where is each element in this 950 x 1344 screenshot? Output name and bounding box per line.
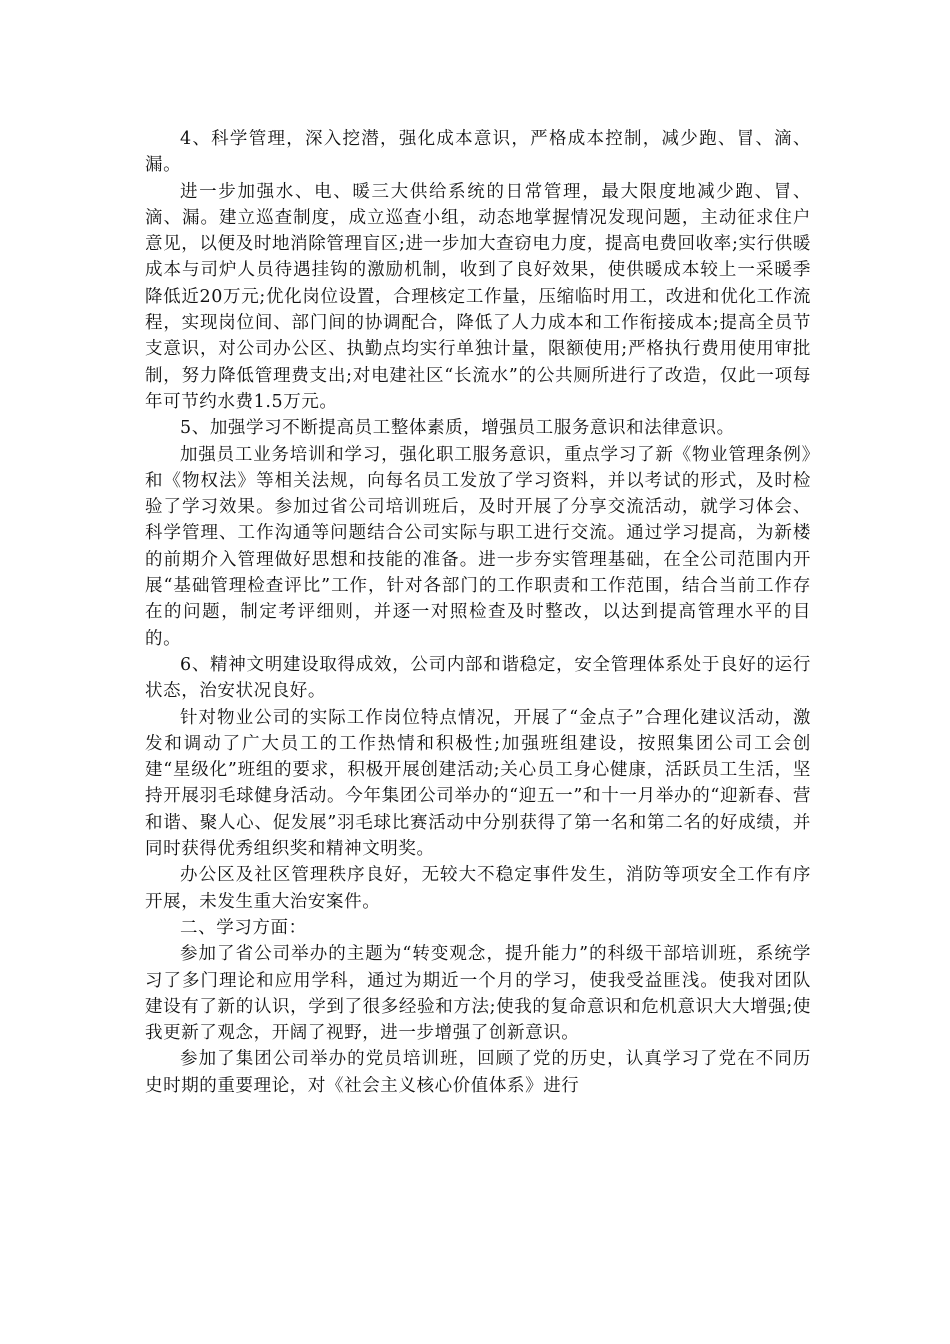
paragraph-section-4-heading: 4、科学管理，深入挖潜，强化成本意识，严格成本控制，减少跑、冒、滴、漏。 xyxy=(145,129,811,176)
paragraph-safety-order: 办公区及社区管理秩序良好，无较大不稳定事件发生，消防等项安全工作有序开展，未发生重大治安案件。 xyxy=(145,865,811,912)
paragraph-cadre-training: 参加了省公司举办的主题为“转变观念，提升能力”的科级干部培训班，系统学习了多门理论和应用学科，通过为期近一个月的学习，使我受益匪浅。使我对团队建设有了新的认识，学到了很多经验和方法;使我的复命意识和危机意识大大增强;使我更新了观念，开阔了视野，进一步增强了创新意识。 xyxy=(145,944,811,1044)
paragraph-culture-activities: 针对物业公司的实际工作岗位特点情况，开展了“金点子”合理化建议活动，激发和调动了广大员工的工作热情和积极性;加强班组建设，按照集团公司工会创建“星级化”班组的要求，积极开展创建活动;关心员工身心健康，活跃员工生活，坚持开展羽毛球健身活动。今年集团公司举办的“迎五一”和十一月举办的“迎新春、营和谐、聚人心、促发展”羽毛球比赛活动中分别获得了第一名和第二名的好成绩，并同时获得优秀组织奖和精神文明奖。 xyxy=(145,707,811,860)
paragraph-section-6-heading: 6、精神文明建设取得成效，公司内部和谐稳定，安全管理体系处于良好的运行状态，治安状况良好。 xyxy=(145,654,811,702)
paragraph-study-heading: 二、学习方面： xyxy=(180,917,307,938)
paragraph-section-5-heading: 5、加强学习不断提高员工整体素质，增强员工服务意识和法律意识。 xyxy=(180,418,735,439)
document-body xyxy=(145,126,811,1099)
paragraph-cost-control: 进一步加强水、电、暖三大供给系统的日常管理，最大限度地减少跑、冒、滴、漏。建立巡查制度，成立巡查小组，动态地掌握情况发现问题，主动征求住户意见，以便及时地消除管理盲区;进一步加大查窃电力度，提高电费回收率;实行供暖成本与司炉人员待遇挂钩的激励机制，收到了良好效果，使供暖成本较上一采暖季降低近20万元;优化岗位设置，合理核定工作量，压缩临时用工，改进和优化工作流程，实现岗位间、部门间的协调配合，降低了人力成本和工作衔接成本;提高全员节支意识，对公司办公区、执勤点均实行单独计量，限额使用;严格执行费用使用审批制，努力降低管理费支出;对电建社区“长流水”的公共厕所进行了改造，仅此一项每年可节约水费1.5万元。 xyxy=(145,181,811,412)
paragraph-staff-training: 加强员工业务培训和学习，强化职工服务意识，重点学习了新《物业管理条例》和《物权法》等相关法规，向每名员工发放了学习资料，并以考试的形式，及时检验了学习效果。参加过省公司培训班后，及时开展了分享交流活动，就学习体会、科学管理、工作沟通等问题结合公司实际与职工进行交流。通过学习提高，为新楼的前期介入管理做好思想和技能的准备。进一步夯实管理基础，在全公司范围内开展“基础管理检查评比”工作，针对各部门的工作职责和工作范围，结合当前工作存在的问题，制定考评细则，并逐一对照检查及时整改，以达到提高管理水平的目的。 xyxy=(145,444,811,649)
paragraph-party-training: 参加了集团公司举办的党员培训班，回顾了党的历史，认真学习了党在不同历史时期的重要理论，对《社会主义核心价值体系》进行 xyxy=(145,1049,811,1096)
